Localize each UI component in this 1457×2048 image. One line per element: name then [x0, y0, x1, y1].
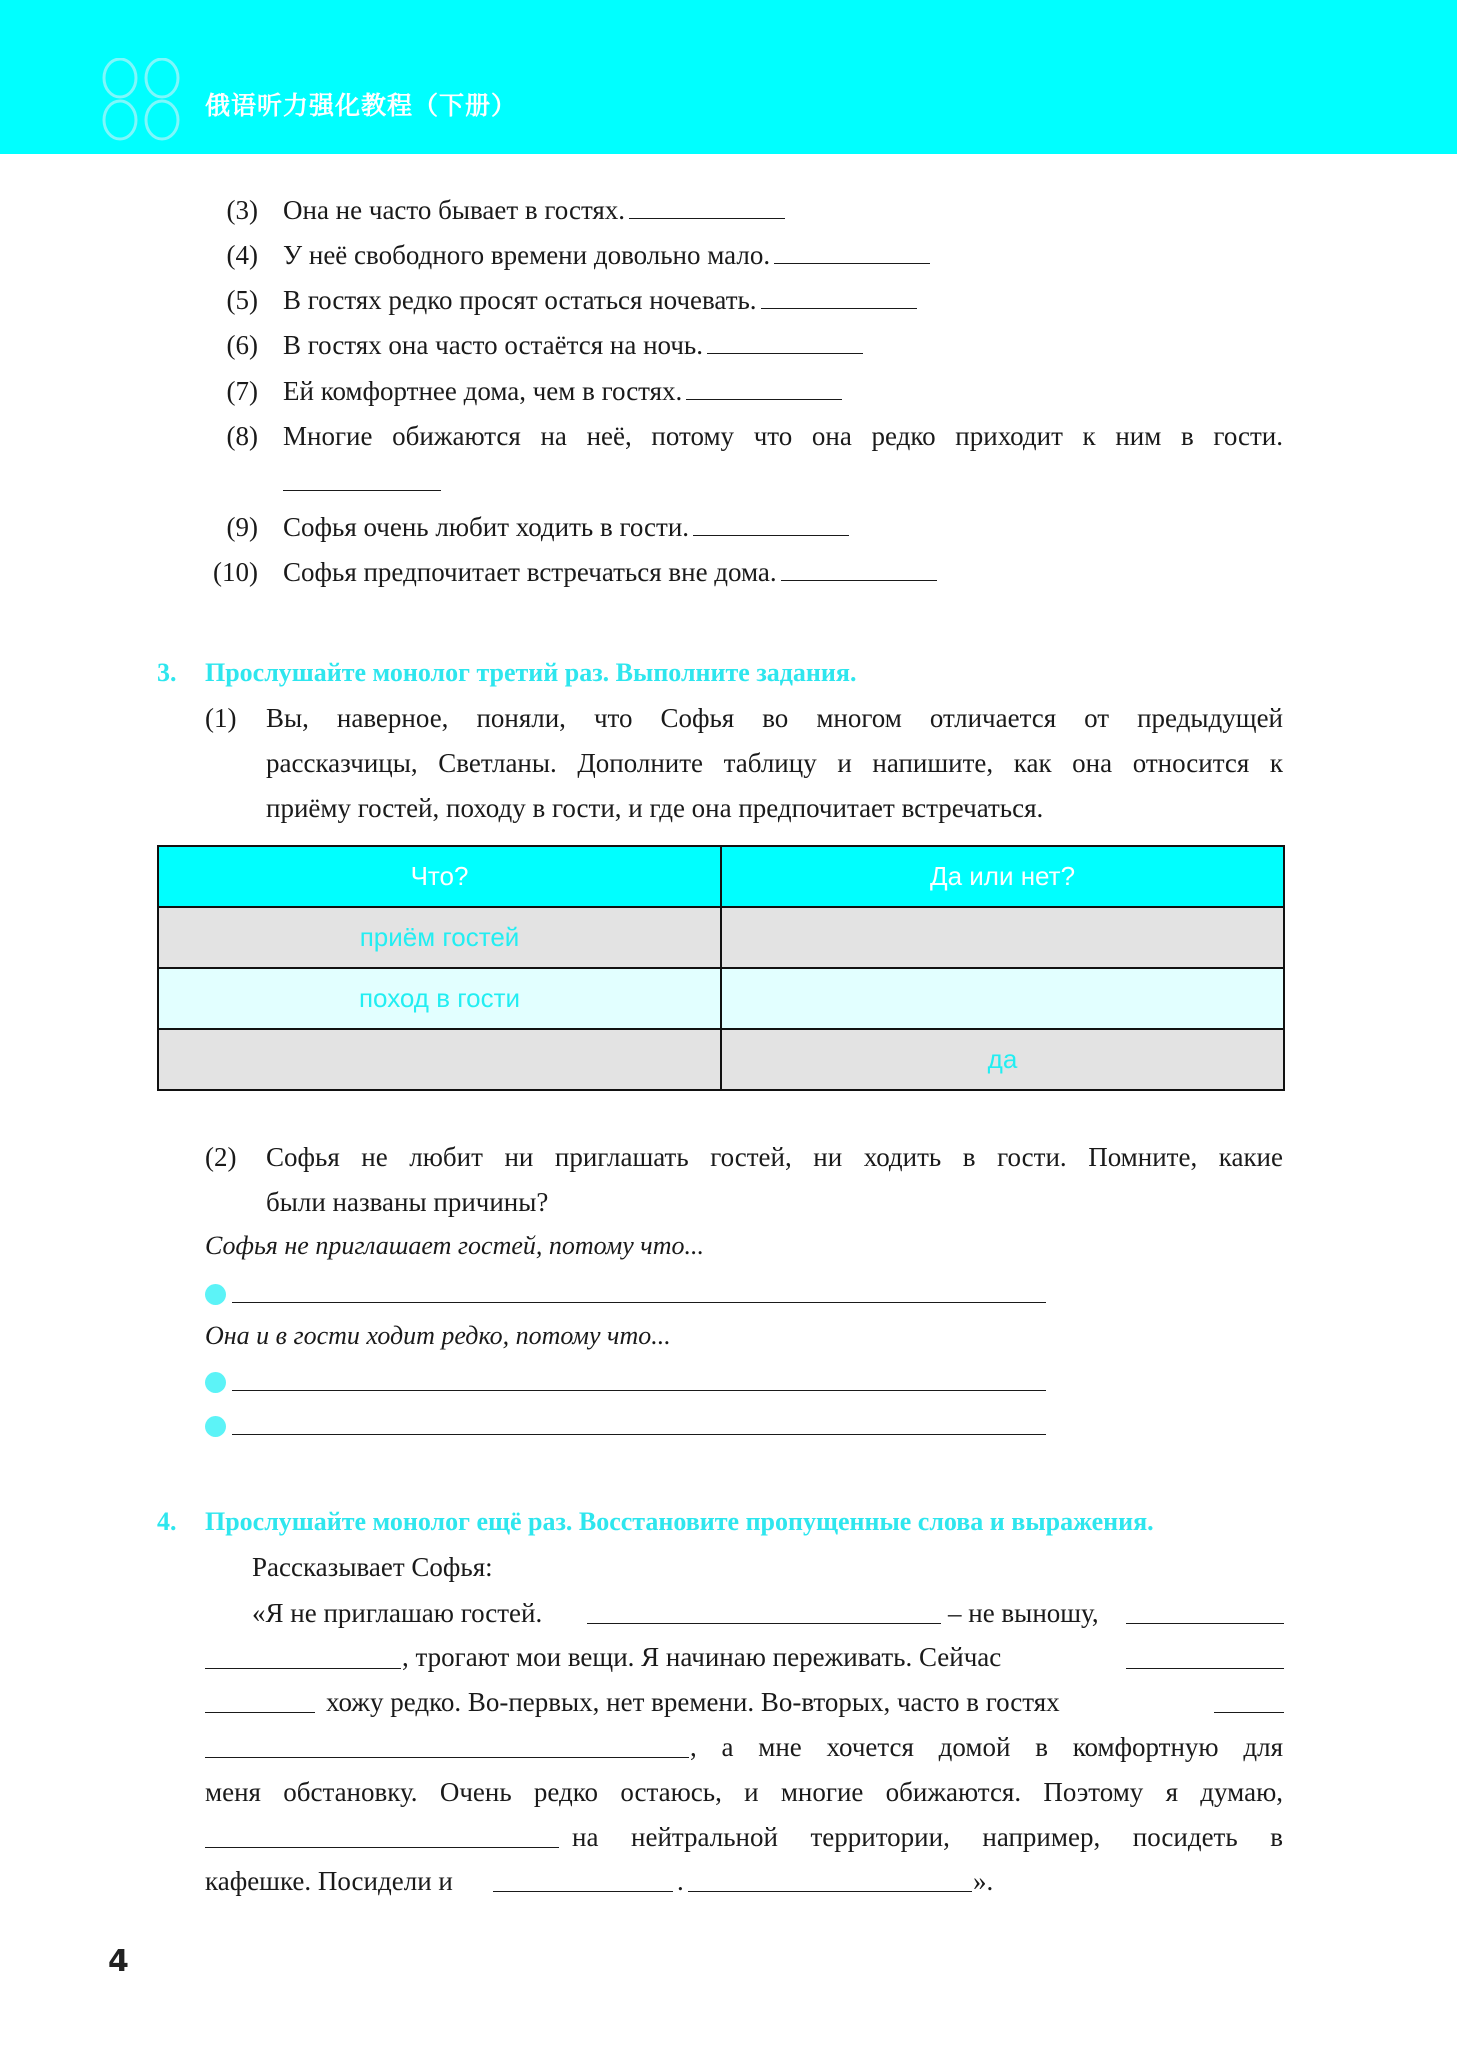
monologue-intro: Рассказывает Софья:	[252, 1552, 493, 1582]
table-row	[158, 1029, 1284, 1090]
task-1-number: (1)	[205, 703, 237, 733]
item-number: (7)	[226, 376, 258, 406]
bullet-icon	[205, 1372, 226, 1393]
book-title: 俄语听力强化教程（下册）	[205, 91, 518, 120]
section-4-heading: Прослушайте монолог ещё раз. Восстановите пропущенные слова и выражения.	[205, 1507, 1154, 1536]
monologue-line: – не выношу,	[948, 1598, 1099, 1628]
prompt-not-invite: Софья не приглашает гостей, потому что...	[205, 1231, 704, 1260]
table-cell-answer[interactable]	[721, 907, 1284, 968]
table-cell: приём гостей	[158, 907, 721, 968]
answer-table	[157, 845, 1285, 1091]
answer-blank[interactable]	[761, 286, 917, 309]
list-item: В гостях она часто остаётся на ночь.	[283, 329, 863, 361]
answer-blank[interactable]	[774, 241, 930, 264]
item-number: (4)	[226, 240, 258, 270]
monologue-closing: ».	[973, 1866, 994, 1896]
fill-blank[interactable]	[1214, 1712, 1284, 1713]
monologue-line: на нейтральной территории, например, посидеть в	[572, 1822, 1283, 1852]
bullet-icon	[205, 1416, 226, 1437]
monologue-punct: .	[677, 1866, 684, 1896]
item-number: (9)	[226, 512, 258, 542]
answer-blank[interactable]	[781, 558, 937, 581]
item-number: (8)	[226, 421, 258, 451]
list-item: У неё свободного времени довольно мало.	[283, 239, 930, 271]
table-cell-answer[interactable]	[158, 1029, 721, 1090]
table-header-what: Что?	[158, 846, 721, 907]
table-header-yes-no: Да или нет?	[721, 846, 1284, 907]
table-cell: поход в гости	[158, 968, 721, 1029]
task-1-line: приёму гостей, походу в гости, и где она предпочитает встречаться.	[266, 793, 1044, 823]
monologue-line: хожу редко. Во-первых, нет времени. Во-вторых, часто в гостях	[326, 1687, 1060, 1717]
fill-blank[interactable]	[587, 1623, 941, 1624]
bullet-icon	[205, 1284, 226, 1305]
table-cell-answer[interactable]	[721, 968, 1284, 1029]
fill-blank[interactable]	[205, 1712, 315, 1713]
page-header	[0, 0, 1457, 154]
task-2-line: были названы причины?	[266, 1187, 549, 1217]
table-row	[158, 907, 1284, 968]
answer-blank[interactable]	[686, 377, 842, 400]
item-number: (6)	[226, 330, 258, 360]
list-item: В гостях редко просят остаться ночевать.	[283, 284, 917, 316]
fill-blank[interactable]	[205, 1668, 401, 1669]
answer-line[interactable]	[232, 1302, 1046, 1303]
fill-blank[interactable]	[1126, 1623, 1284, 1624]
list-item: Многие обижаются на неё, потому что она редко приходит к ним в гости.	[283, 421, 1283, 451]
fill-blank[interactable]	[688, 1891, 972, 1892]
fill-blank[interactable]	[493, 1891, 673, 1892]
task-1-line: рассказчицы, Светланы. Дополните таблицу и напишите, как она относится к	[266, 748, 1283, 778]
section-4-number: 4.	[157, 1507, 177, 1536]
answer-blank[interactable]	[693, 513, 849, 536]
monologue-line: , а мне хочется домой в комфортную для	[690, 1732, 1283, 1762]
fill-blank[interactable]	[205, 1847, 559, 1848]
answer-blank[interactable]	[707, 331, 863, 354]
table-row	[158, 968, 1284, 1029]
table-cell: да	[721, 1029, 1284, 1090]
fill-blank[interactable]	[205, 1757, 689, 1758]
four-circles-logo-icon	[100, 58, 184, 142]
answer-blank[interactable]	[629, 196, 785, 219]
answer-blank[interactable]	[283, 490, 441, 491]
item-number: (10)	[213, 557, 258, 587]
prompt-rarely-visits: Она и в гости ходит редко, потому что...	[205, 1321, 671, 1350]
answer-line[interactable]	[232, 1390, 1046, 1391]
monologue-line: , трогают мои вещи. Я начинаю переживать. Сейчас	[402, 1642, 1002, 1672]
item-number: (3)	[226, 195, 258, 225]
section-3-heading: Прослушайте монолог третий раз. Выполните задания.	[205, 658, 857, 687]
list-item: Она не часто бывает в гостях.	[283, 194, 785, 226]
list-item: Софья предпочитает встречаться вне дома.	[283, 556, 937, 588]
monologue-line: «Я не приглашаю гостей.	[252, 1598, 543, 1628]
monologue-line: меня обстановку. Очень редко остаюсь, и многие обижаются. Поэтому я думаю,	[205, 1777, 1283, 1807]
list-item: Софья очень любит ходить в гости.	[283, 511, 849, 543]
monologue-line: кафешке. Посидели и	[205, 1866, 453, 1896]
task-1-line: Вы, наверное, поняли, что Софья во многом отличается от предыдущей	[266, 703, 1283, 733]
fill-blank[interactable]	[1126, 1668, 1284, 1669]
task-2-number: (2)	[205, 1142, 237, 1172]
section-3-number: 3.	[157, 658, 177, 687]
list-item: Ей комфортнее дома, чем в гостях.	[283, 375, 842, 407]
answer-line[interactable]	[232, 1434, 1046, 1435]
page-number: 4	[108, 1944, 129, 1979]
task-2-line: Софья не любит ни приглашать гостей, ни ходить в гости. Помните, какие	[266, 1142, 1283, 1172]
item-number: (5)	[226, 285, 258, 315]
